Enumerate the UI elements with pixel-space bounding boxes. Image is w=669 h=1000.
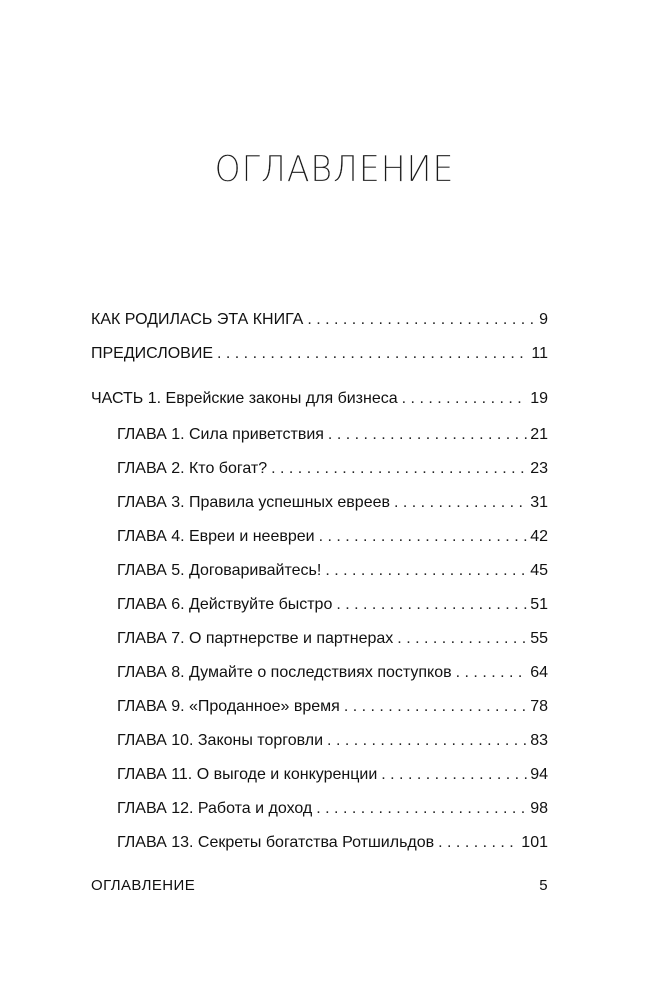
toc-entry <box>117 832 548 854</box>
toc-entry <box>117 526 548 548</box>
toc-entry <box>117 730 548 752</box>
footer-page-number: 5 <box>539 877 548 894</box>
toc-entry-label: ЧАСТЬ 1. Еврейские законы для бизнеса <box>91 390 398 407</box>
footer-section-title: ОГЛАВЛЕНИЕ <box>91 877 196 894</box>
toc-entry <box>117 458 548 480</box>
toc-entry-page: 101 <box>521 834 548 851</box>
toc-entry-page: 51 <box>530 596 548 613</box>
toc-entry-page: 83 <box>530 732 548 749</box>
toc-entry-page: 78 <box>530 698 548 715</box>
toc-entry <box>91 388 548 410</box>
toc-entry-label: ГЛАВА 11. О выгоде и конкуренции <box>117 766 378 783</box>
running-footer <box>91 877 548 897</box>
toc-entry-page: 23 <box>530 460 548 477</box>
toc-entry-label: ГЛАВА 1. Сила приветствия <box>117 426 324 443</box>
toc-entry <box>91 343 548 365</box>
toc-entry-page: 98 <box>530 800 548 817</box>
toc-entry-label: ГЛАВА 6. Действуйте быстро <box>117 596 333 613</box>
toc-entry <box>117 662 548 684</box>
toc-entry-label: ГЛАВА 9. «Проданное» время <box>117 698 340 715</box>
toc-dot-leader <box>307 309 536 331</box>
toc-entry-label: ГЛАВА 3. Правила успешных евреев <box>117 494 390 511</box>
toc-dot-leader <box>397 628 527 650</box>
toc-dot-leader <box>456 662 528 684</box>
toc-entry <box>91 309 548 331</box>
toc-entry <box>117 798 548 820</box>
toc-entry-page: 19 <box>530 390 548 407</box>
toc-dot-leader <box>271 458 527 480</box>
toc-dot-leader <box>319 526 528 548</box>
toc-entry-page: 64 <box>530 664 548 681</box>
toc-entry-label: ПРЕДИСЛОВИЕ <box>91 345 213 362</box>
toc-entry-page: 31 <box>530 494 548 511</box>
toc-entry-label: ГЛАВА 7. О партнерстве и партнерах <box>117 630 394 647</box>
toc-dot-leader <box>394 492 527 514</box>
toc-entry-page: 11 <box>531 345 548 362</box>
toc-entry-label: ГЛАВА 12. Работа и доход <box>117 800 313 817</box>
toc-dot-leader <box>336 594 527 616</box>
toc-dot-leader <box>402 388 528 410</box>
toc-entry-page: 55 <box>530 630 548 647</box>
toc-entry <box>117 594 548 616</box>
toc-dot-leader <box>325 560 527 582</box>
toc-entry-page: 45 <box>530 562 548 579</box>
page-title: ОГЛАВЛЕНИЕ <box>214 149 455 190</box>
toc-dot-leader <box>381 764 527 786</box>
toc-entry <box>117 424 548 446</box>
toc-entry-page: 94 <box>530 766 548 783</box>
toc-entry-label: ГЛАВА 13. Секреты богатства Ротшильдов <box>117 834 435 851</box>
toc-entry <box>117 560 548 582</box>
toc-entry <box>117 628 548 650</box>
toc-entry-label: КАК РОДИЛАСЬ ЭТА КНИГА <box>91 311 304 328</box>
toc-entry <box>117 696 548 718</box>
toc-entry-page: 9 <box>539 311 548 328</box>
toc-dot-leader <box>217 343 528 365</box>
toc-entry <box>117 764 548 786</box>
toc-dot-leader <box>327 730 527 752</box>
toc-entry-page: 42 <box>530 528 548 545</box>
toc-dot-leader <box>344 696 527 718</box>
toc-entry-label: ГЛАВА 5. Договаривайтесь! <box>117 562 322 579</box>
toc-dot-leader <box>328 424 527 446</box>
toc-entry-label: ГЛАВА 4. Евреи и неевреи <box>117 528 315 545</box>
toc-entry-page: 21 <box>530 426 548 443</box>
toc-entry <box>117 492 548 514</box>
toc-entry-label: ГЛАВА 10. Законы торговли <box>117 732 324 749</box>
toc-dot-leader <box>316 798 527 820</box>
toc-entry-label: ГЛАВА 2. Кто богат? <box>117 460 268 477</box>
toc-dot-leader <box>438 832 518 854</box>
toc-entry-label: ГЛАВА 8. Думайте о последствиях поступков <box>117 664 452 681</box>
